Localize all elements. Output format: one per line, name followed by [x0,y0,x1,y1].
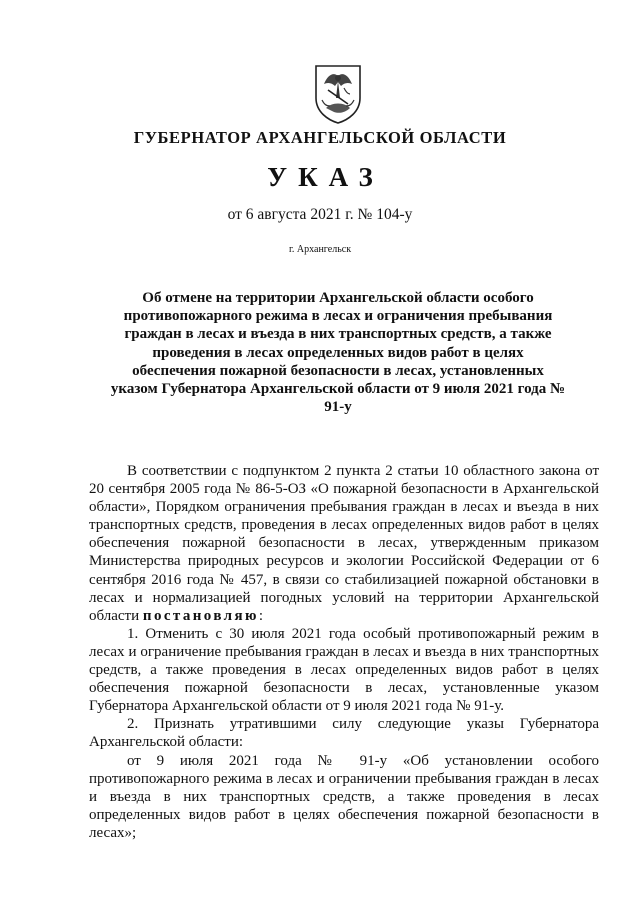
decree-colon: : [258,607,263,624]
clause-1: 1. Отменить с 30 июля 2021 года особый противопожарный режим в лесах и ограничение пребывания граждан в лесах и въезда в них транспортных средств, а также проведения в лесах определенных видов работ в целях обеспечения пожарной безопасности в лесах, установленные указом Губернатора Архангельской области от 9 июля 2021 года № 91-у. [89,625,599,715]
document-body [89,462,599,842]
document-city: г. Архангельск [288,244,352,255]
clause-2: 2. Признать утратившими силу следующие указы Губернатора Архангельской области: [89,716,599,751]
document-date-number: от 6 августа 2021 г. № 104-у [227,206,413,223]
document-title: Об отмене на территории Архангельской области особого противопожарного режима в лесах и ограничения пребывания граждан в лесах и въезда в них транспортных средств, а также проведения в лесах определенных видов работ в целях обеспечения пожарной безопасности в лесах, установленных указом Губернатора Архангельской области от 9 июля 2021 года № 91-у [110,290,566,416]
coat-of-arms-icon [314,64,362,124]
issuing-authority: ГУБЕРНАТОР АРХАНГЕЛЬСКОЙ ОБЛАСТИ [133,128,507,147]
decree-word: постановляю [142,607,259,624]
preamble-text: В соответствии с подпунктом 2 пункта 2 статьи 10 областного закона от 20 сентября 2005 года № 86-5-ОЗ «О пожарной безопасности в Архангельской области», Порядком ограничения пребывания граждан в лесах и въезда в них транспортных средств, проведения в лесах определенных видов работ в целях обеспечения пожарной безопасности в лесах, утвержденным приказом Министерства природных ресурсов и экологии Российской Федерации от 6 сентября 2016 года № 457, в связи со стабилизацией пожарной обстановки в лесах и нормализацией погодных условий на территории Архангельской области [89,463,599,624]
preamble-paragraph [89,462,599,625]
document-type: УКАЗ [267,162,384,192]
clause-2-subitem-1: от 9 июля 2021 года № 91-у «Об установлении особого противопожарного режима в лесах и ограничении пребывания граждан в лесах и въезда в них транспортных средств, а также проведения в лесах определенных видов работ в целях обеспечения пожарной безопасности в лесах»; [89,752,599,841]
